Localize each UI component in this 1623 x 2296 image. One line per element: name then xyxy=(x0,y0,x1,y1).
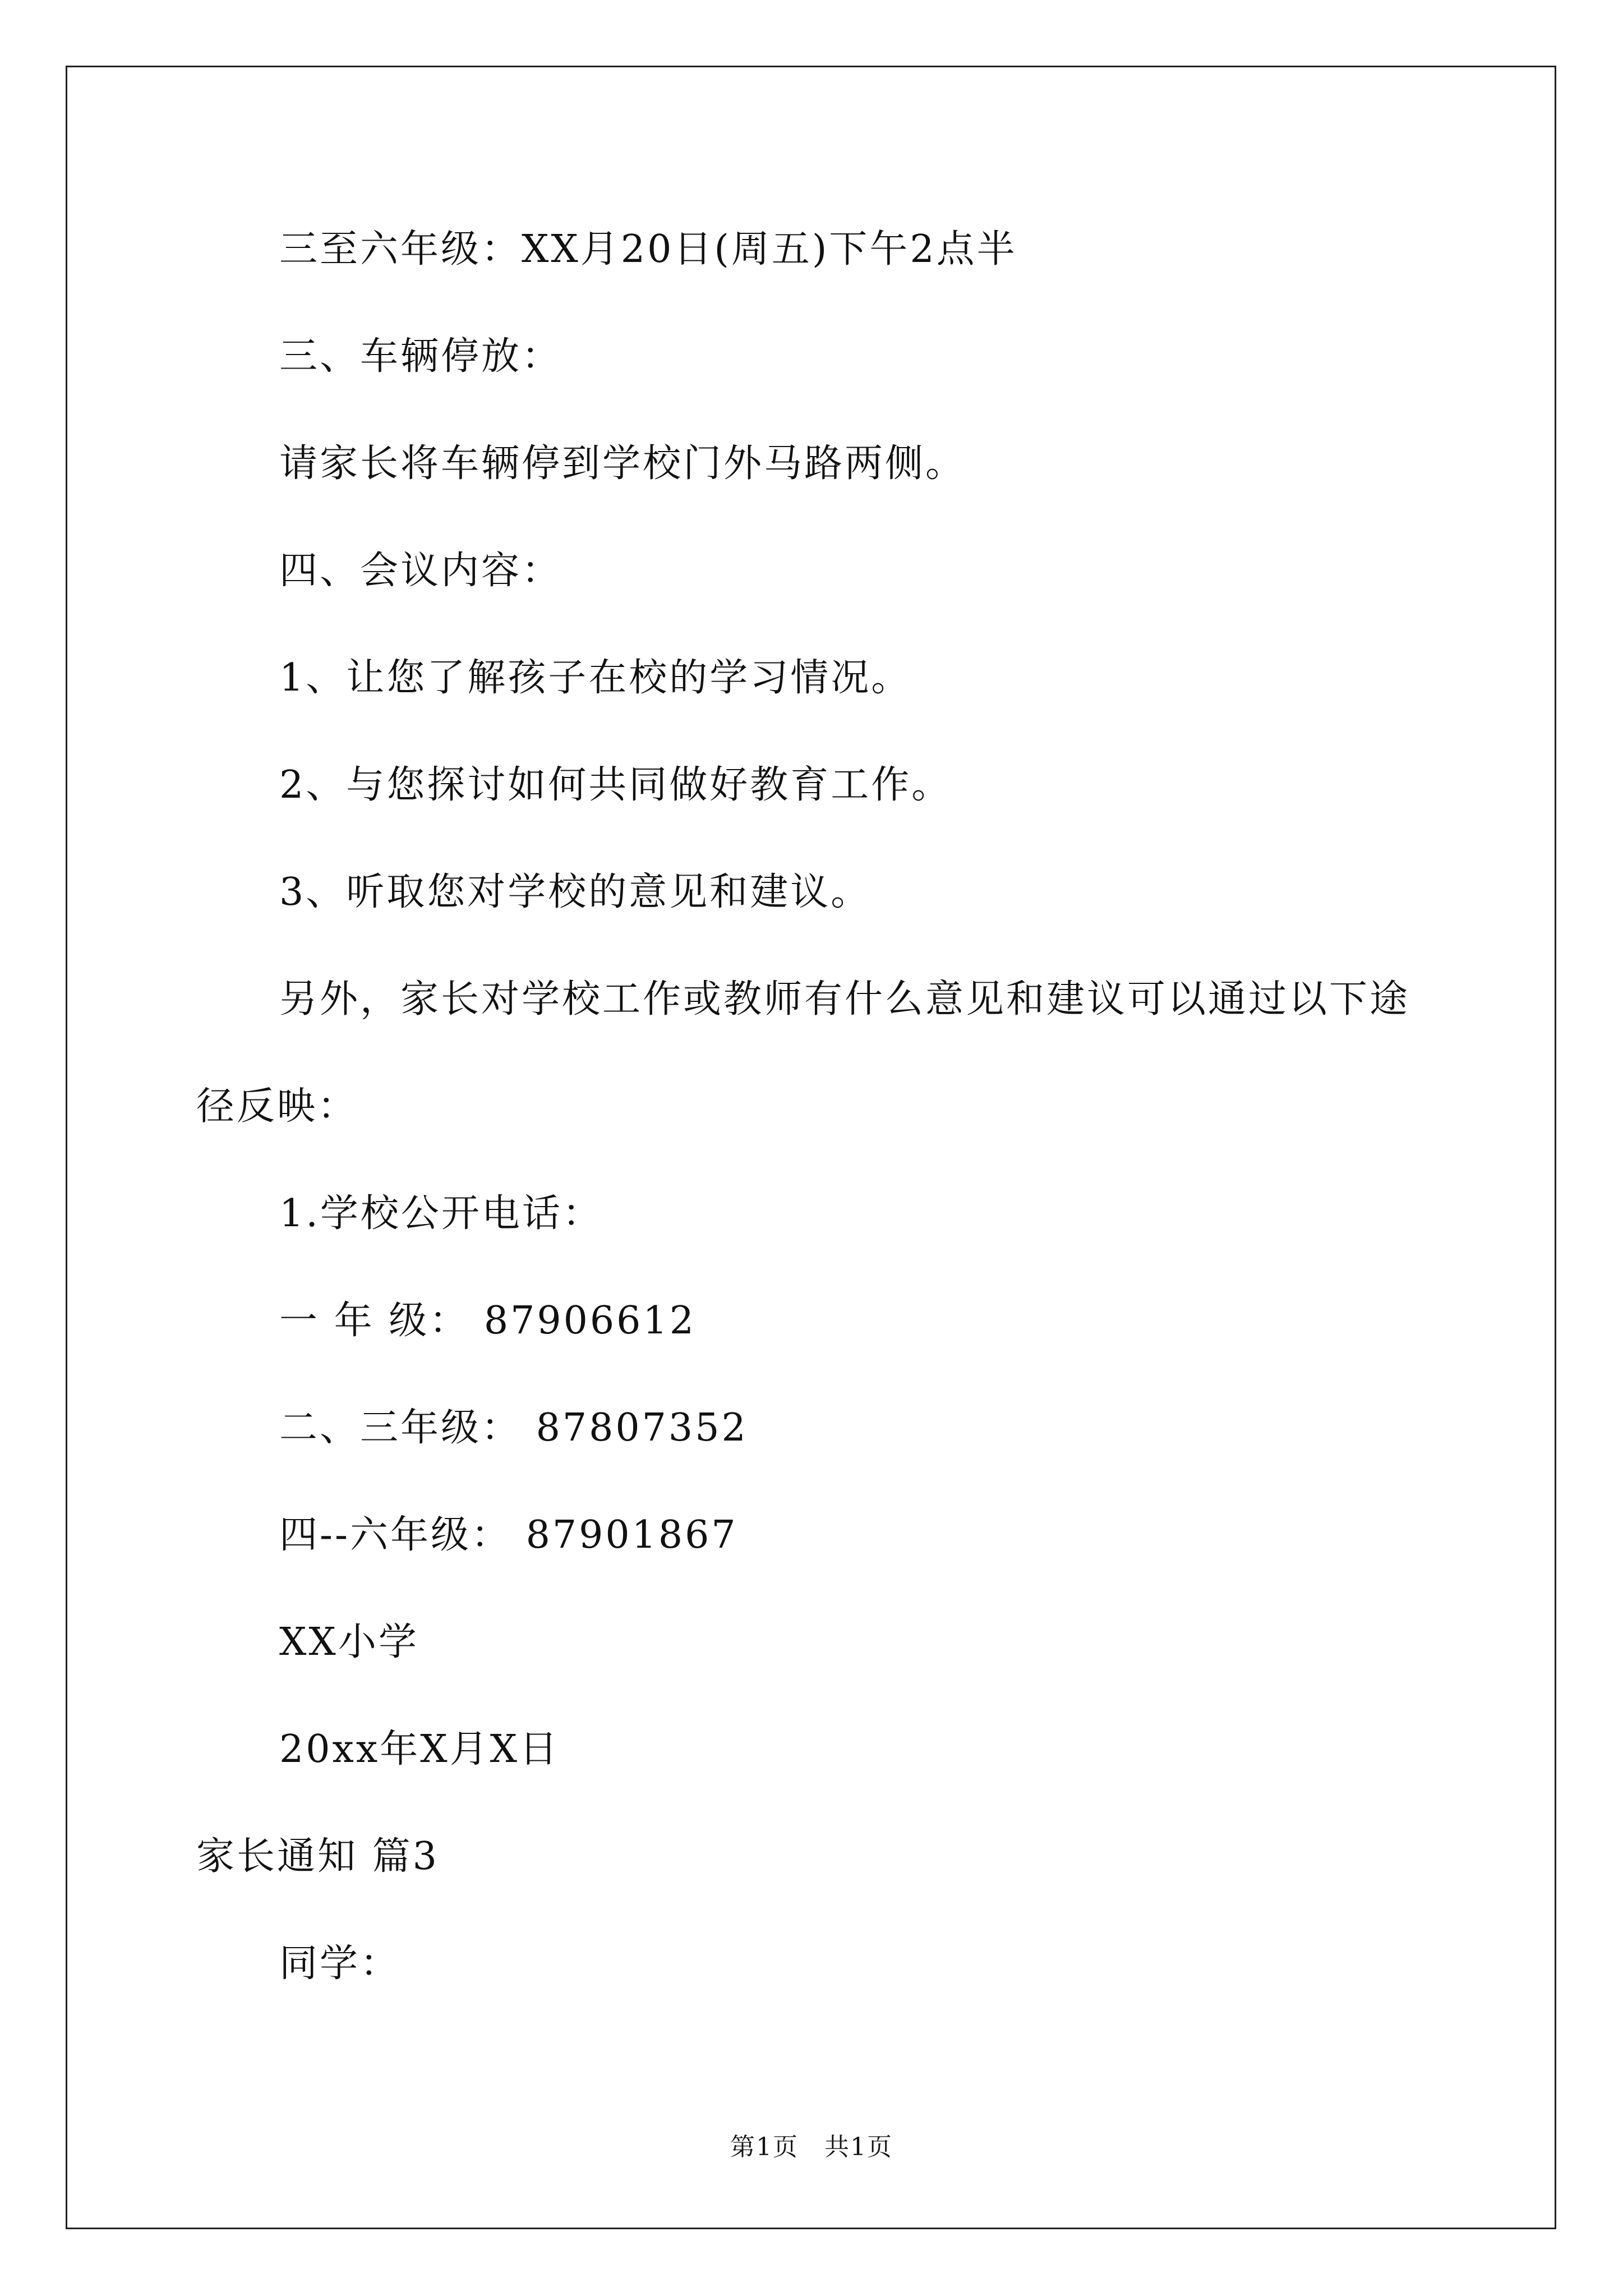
feedback-paragraph-line-2: 径反映： xyxy=(196,1084,358,1129)
phone-grades-4-6: 四--六年级： 87901867 xyxy=(279,1513,738,1557)
schedule-grades-3-6: 三至六年级：XX月20日(周五)下午2点半 xyxy=(279,227,1017,272)
parking-instruction: 请家长将车辆停到学校门外马路两侧。 xyxy=(279,441,966,486)
school-signature: XX小学 xyxy=(279,1620,419,1664)
phone-grades-2-3: 二、三年级： 87807352 xyxy=(279,1406,748,1450)
article-title-part-3: 家长通知 篇3 xyxy=(196,1834,439,1879)
salutation: 同学： xyxy=(279,1941,401,1986)
document-date: 20xx年X月X日 xyxy=(279,1727,560,1772)
public-phone-heading: 1.学校公开电话： xyxy=(279,1191,603,1236)
meeting-item-2: 2、与您探讨如何共同做好教育工作。 xyxy=(279,763,952,807)
meeting-item-3: 3、听取您对学校的意见和建议。 xyxy=(279,870,872,914)
phone-grade-1: 一 年 级： 87906612 xyxy=(279,1299,696,1343)
page-border xyxy=(66,66,1556,2229)
page-number-footer: 第1页 共1页 xyxy=(730,2133,893,2161)
section-heading-meeting-content: 四、会议内容： xyxy=(279,549,562,593)
meeting-item-1: 1、让您了解孩子在校的学习情况。 xyxy=(279,656,912,700)
section-heading-parking: 三、车辆停放： xyxy=(279,334,562,379)
feedback-paragraph-line-1: 另外，家长对学校工作或教师有什么意见和建议可以通过以下途 xyxy=(279,977,1410,1022)
